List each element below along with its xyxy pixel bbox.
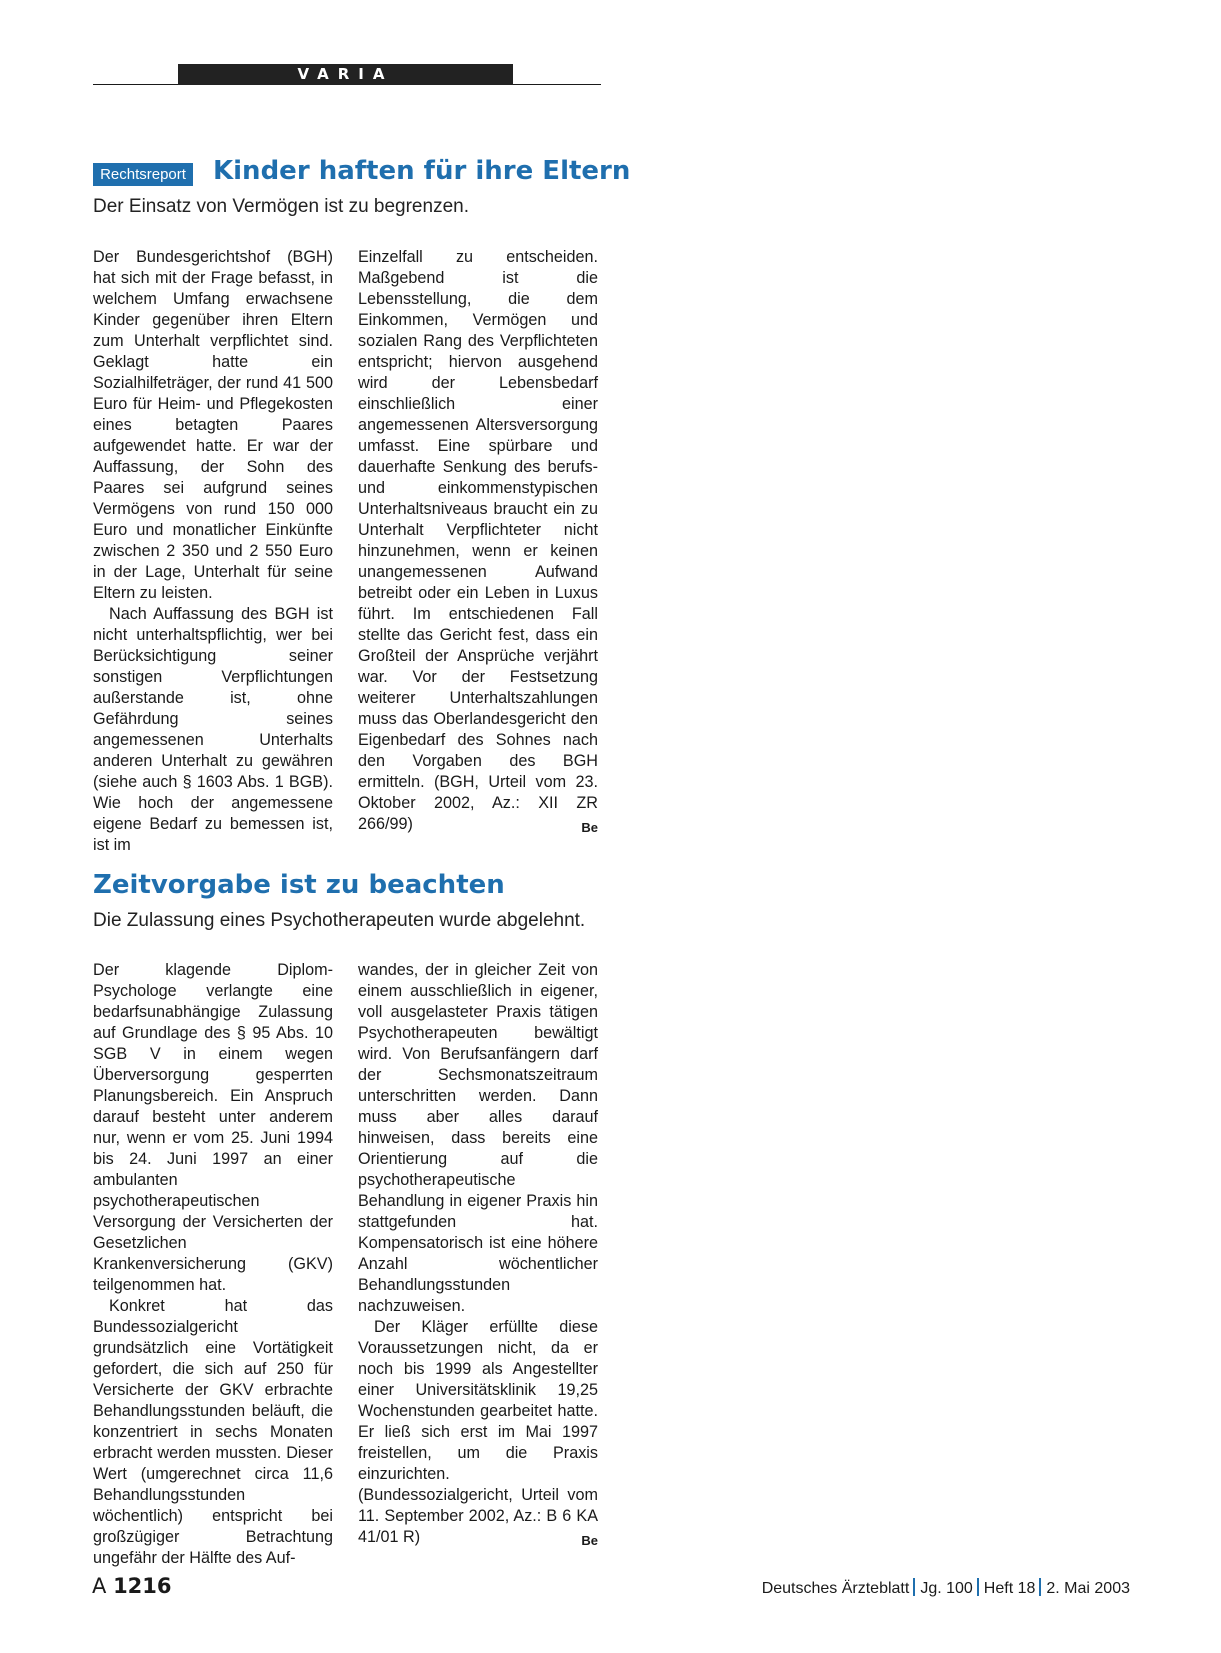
page-number-value: 1216 — [113, 1574, 172, 1598]
article2-column-left — [93, 960, 333, 1569]
page-number — [92, 1574, 172, 1598]
article2-column-right — [358, 960, 598, 1551]
journal-issue: Heft 18 — [983, 1580, 1036, 1597]
separator — [977, 1578, 979, 1596]
article-subtitle: Die Zulassung eines Psychotherapeuten wurde abgelehnt. — [93, 910, 586, 931]
article1-column-left — [93, 247, 333, 856]
paragraph — [358, 247, 598, 835]
separator — [1039, 1578, 1041, 1596]
separator — [913, 1578, 915, 1596]
section-header-varia: VARIA — [178, 64, 513, 85]
paragraph: Der Bundesgerichtshof (BGH) hat sich mit der Frage befasst, in welchem Umfang erwachsene Kinder gegenüber ihren Eltern zum Unterhalt verpflichtet sind. Geklagt hatte ein Sozialhilfeträger, der rund 41 500 Euro für Heim- und Pflegekosten eines betagten Paares aufgewendet hatte. Er war der Auffassung, der Sohn des Paares sei aufgrund seines Vermögens von rund 150 000 Euro und monatlicher Einkünfte zwischen 2 350 und 2 550 Euro in der Lage, Unterhalt für seine Eltern zu leisten. — [93, 248, 333, 602]
article1-column-right — [358, 247, 598, 838]
paragraph-text: Einzelfall zu entscheiden. Maßgebend ist die Lebensstellung, die dem Einkommen, Vermögen und sozialen Rang des Verpflichteten entspricht; hiervon ausgehend wird der Lebensbedarf einschließlich einer angemessenen Altersversorgung umfasst. Eine spürbare und dauerhafte Senkung des berufs- und einkommenstypischen Unterhaltsniveaus braucht ein zu Unterhalt Verpflichteter nicht hinzunehmen, wenn er keinen unangemessenen Aufwand betreibt oder ein Leben in Luxus führt. Im entschiedenen Fall stellte das Gericht fest, dass ein Großteil der Ansprüche verjährt war. Vor der Festsetzung weiterer Unterhaltszahlungen muss das Oberlandesgericht den Eigenbedarf des Sohnes nach den Vorgaben des BGH ermitteln. (BGH, Urteil vom 23. Oktober 2002, Az.: XII ZR 266/99) — [358, 248, 598, 833]
paragraph — [358, 1317, 598, 1548]
paragraph: wandes, der in gleicher Zeit von einem ausschließlich in eigener, voll ausgelasteter Praxis tätigen Psychotherapeuten bewältigt wird. Von Berufsanfängern darf der Sechsmonatszeitraum unterschritten werden. Dann muss aber alles darauf hinweisen, dass bereits eine Orientierung auf die psychotherapeutische Behandlung in eigener Praxis hin stattgefunden hat. Kompensatorisch ist eine höhere Anzahl wöchentlicher Behandlungsstunden nachzuweisen. — [358, 961, 598, 1315]
author-signature: Be — [581, 820, 598, 835]
page-prefix: A — [92, 1574, 107, 1598]
journal-volume: Jg. 100 — [920, 1580, 973, 1597]
article-subtitle: Der Einsatz von Vermögen ist zu begrenzen. — [93, 196, 469, 217]
paragraph: Konkret hat das Bundessozialgericht grundsätzlich eine Vortätigkeit gefordert, die sich auf 250 für Versicherte der GKV erbrachte Behandlungsstunden beläuft, die konzentriert in sechs Monaten erbracht werden mussten. Dieser Wert (umgerechnet circa 11,6 Behandlungsstunden wöchentlich) entspricht bei großzügiger Betrachtung ungefähr der Hälfte des Auf- — [93, 1297, 333, 1567]
paragraph-text: Der Kläger erfüllte diese Voraussetzungen nicht, da er noch bis 1999 als Angestellter einer Universitätsklinik 19,25 Wochenstunden gearbeitet hatte. Er ließ sich erst im Mai 1997 freistellen, um die Praxis einzurichten. (Bundessozialgericht, Urteil vom 11. September 2002, Az.: B 6 KA 41/01 R) — [358, 1318, 598, 1546]
article-title: Zeitvorgabe ist zu beachten — [93, 870, 505, 900]
journal-info — [762, 1578, 1130, 1598]
article-title: Kinder haften für ihre Eltern — [213, 156, 631, 186]
author-signature: Be — [581, 1533, 598, 1548]
journal-name: Deutsches Ärzteblatt — [761, 1580, 910, 1597]
paragraph: Nach Auffassung des BGH ist nicht unterhaltspflichtig, wer bei Berücksichtigung seiner sonstigen Verpflichtungen außerstande ist, ohne Gefährdung seines angemessenen Unterhalts anderen Unterhalt zu gewähren (siehe auch § 1603 Abs. 1 BGB). Wie hoch der angemessene eigene Bedarf zu bemessen ist, ist im — [93, 605, 333, 854]
journal-date: 2. Mai 2003 — [1046, 1580, 1130, 1597]
category-tag: Rechtsreport — [93, 163, 193, 186]
paragraph: Der klagende Diplom-Psychologe verlangte eine bedarfsunabhängige Zulassung auf Grundlage des § 95 Abs. 10 SGB V in einem wegen Überversorgung gesperrten Planungsbereich. Ein Anspruch darauf besteht unter anderem nur, wenn er vom 25. Juni 1994 bis 24. Juni 1997 an einer ambulanten psychotherapeutischen Versorgung der Versicherten der Gesetzlichen Krankenversicherung (GKV) teilgenommen hat. — [93, 961, 333, 1294]
